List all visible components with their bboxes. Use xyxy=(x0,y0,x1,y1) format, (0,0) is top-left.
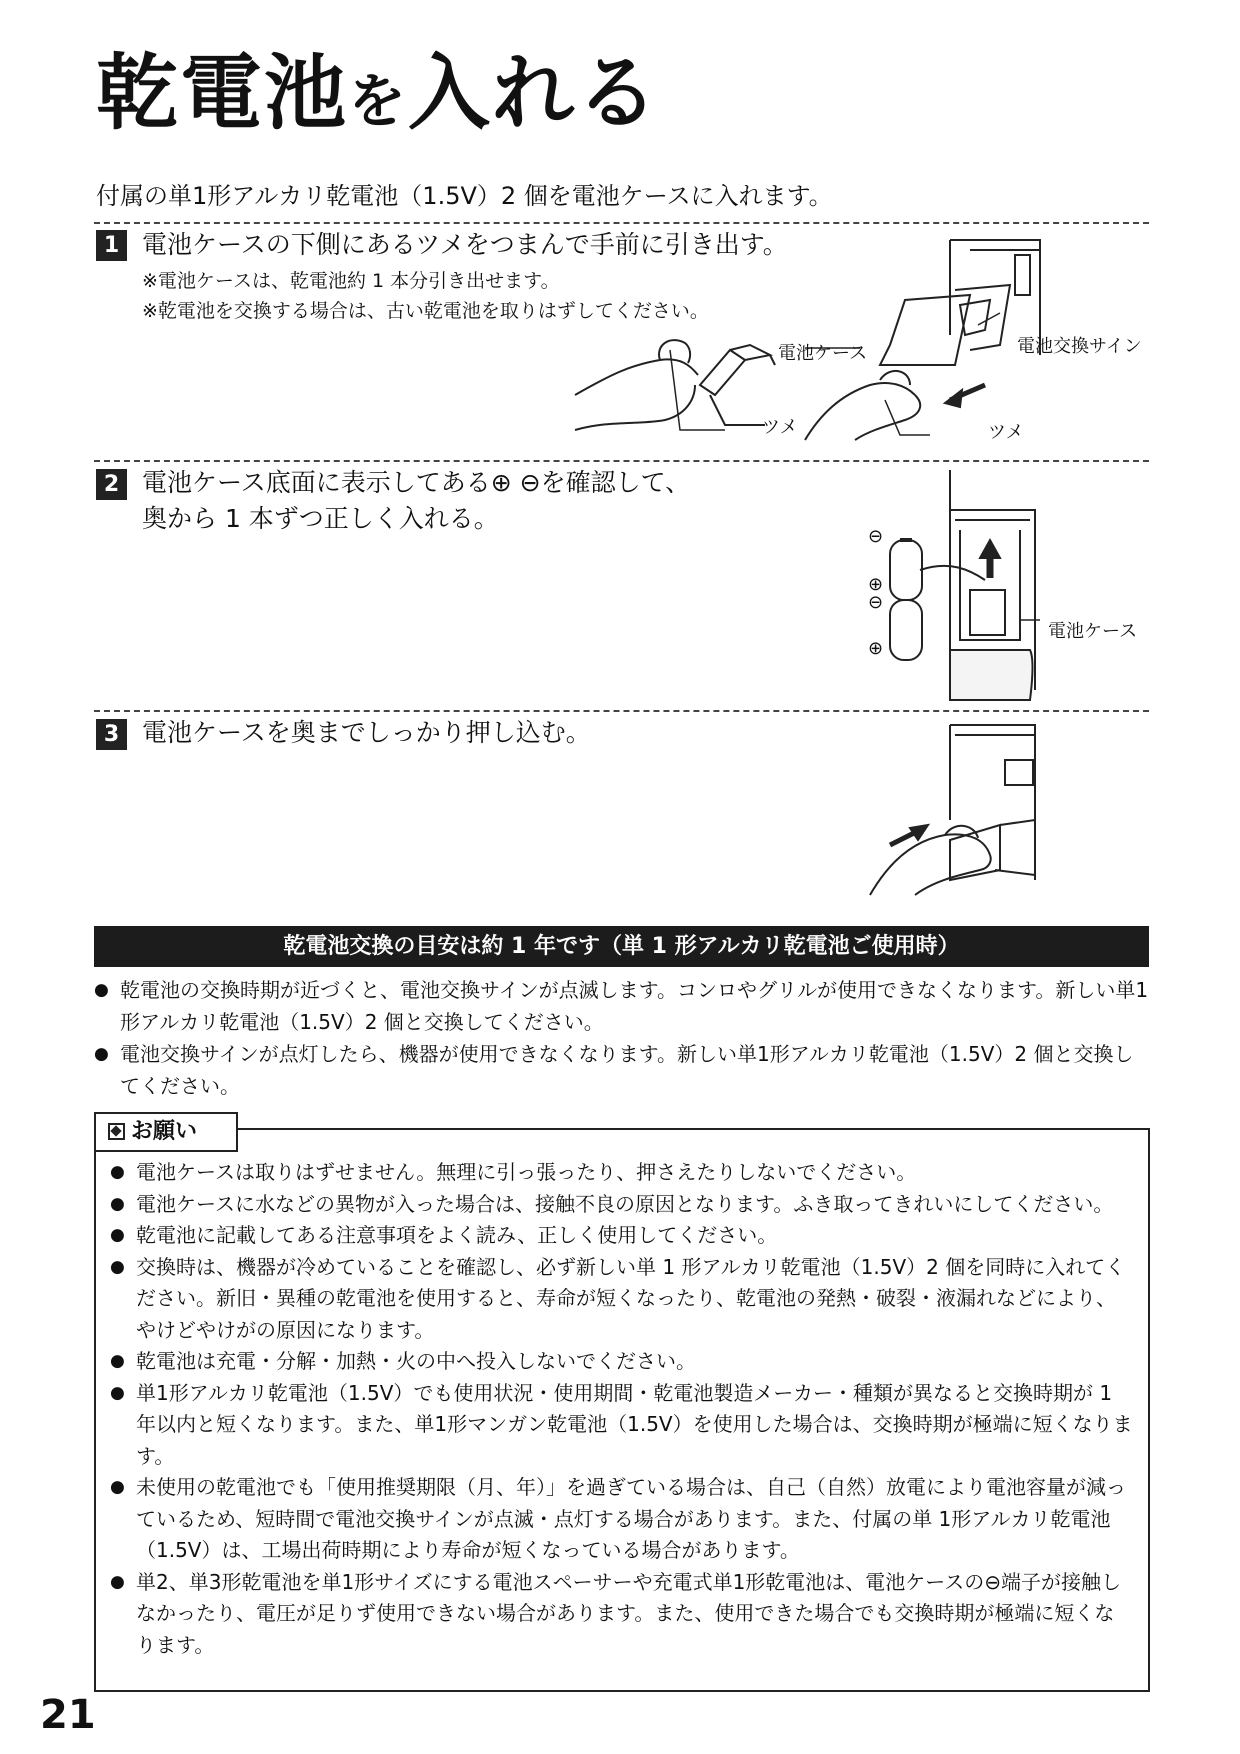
label-tab-1: ツメ xyxy=(762,417,798,438)
step-1-text: 電池ケースの下側にあるツメをつまんで手前に引き出す。 xyxy=(142,230,788,259)
intro-text: 付属の単1形アルカリ乾電池（1.5V）2 個を電池ケースに入れます。 xyxy=(96,182,833,210)
request-list xyxy=(110,1157,1134,1661)
step-3-number: 3 xyxy=(96,719,127,750)
divider xyxy=(94,222,1149,224)
label-plus-2: ⊕ xyxy=(868,638,884,659)
list-item: ● 単1形アルカリ乾電池（1.5V）でも使用状況・使用期間・乾電池製造メーカー・種類が異なると交換時期が 1 年以内と短くなります。また、単1形マンガン乾電池（1.5V）を使用した場合は、交換時期が極端に短くなります。 xyxy=(110,1378,1134,1473)
battery-life-banner: 乾電池交換の目安は約 1 年です（単 1 形アルカリ乾電池ご使用時） xyxy=(94,926,1149,967)
list-item: ● 乾電池の交換時期が近づくと、電池交換サインが点滅します。コンロやグリルが使用できなくなります。新しい単1形アルカリ乾電池（1.5V）2 個と交換してください。 xyxy=(94,974,1150,1038)
list-item: ● 未使用の乾電池でも「使用推奨期限（月、年）」を過ぎている場合は、自己（自然）放電により電池容量が減っているため、短時間で電池交換サインが点滅・点灯する場合があります。また、付属の単 1形アルカリ乾電池（1.5V）は、工場出荷時期により寿命が短くなっている場合があります。 xyxy=(110,1472,1134,1567)
request-heading: お願い xyxy=(94,1112,238,1152)
label-minus-1: ⊖ xyxy=(868,526,884,547)
list-item: ● 電池交換サインが点灯したら、機器が使用できなくなります。新しい単1形アルカリ乾電池（1.5V）2 個と交換してください。 xyxy=(94,1038,1150,1102)
list-item: ● 電池ケースに水などの異物が入った場合は、接触不良の原因となります。ふき取ってきれいにしてください。 xyxy=(110,1189,1134,1221)
step-1-note-2: ※乾電池を交換する場合は、古い乾電池を取りはずしてください。 xyxy=(142,300,709,322)
label-battery-case-1: 電池ケース xyxy=(778,343,868,364)
list-item: ● 電池ケースは取りはずせません。無理に引っ張ったり、押さえたりしないでください。 xyxy=(110,1157,1134,1189)
step-1-note-1: ※電池ケースは、乾電池約 1 本分引き出せます。 xyxy=(142,270,560,292)
page-number: 21 xyxy=(40,1692,96,1738)
diamond-square-icon xyxy=(108,1123,125,1140)
page-title: 乾電池を入れる xyxy=(96,45,661,141)
step-2-text-line2: 奥から 1 本ずつ正しく入れる。 xyxy=(142,504,499,533)
divider xyxy=(94,710,1149,712)
label-battery-case-2: 電池ケース xyxy=(1048,621,1138,642)
step-2-text-line1: 電池ケース底面に表示してある⊕ ⊖を確認して、 xyxy=(142,468,691,497)
label-minus-2: ⊖ xyxy=(868,592,884,613)
list-item: ● 単2、単3形乾電池を単1形サイズにする電池スペーサーや充電式単1形乾電池は、電池ケースの⊖端子が接触しなかったり、電圧が足りず使用できない場合があります。また、使用できた場合でも交換時期が極端に短くなります。 xyxy=(110,1567,1134,1662)
label-tab-2: ツメ xyxy=(988,422,1024,443)
step-2-number: 2 xyxy=(96,469,127,500)
list-item: ● 乾電池に記載してある注意事項をよく読み、正しく使用してください。 xyxy=(110,1220,1134,1252)
list-item: ● 交換時は、機器が冷めていることを確認し、必ず新しい単 1 形アルカリ乾電池（1.5V）2 個を同時に入れてください。新旧・異種の乾電池を使用すると、寿命が短くなったり、乾電池の発熱・破裂・液漏れなどにより、やけどやけがの原因になります。 xyxy=(110,1252,1134,1347)
label-plus-1: ⊕ xyxy=(868,574,884,595)
battery-notes xyxy=(94,974,1150,1102)
step-3-illustration xyxy=(860,720,1060,900)
step-1-number: 1 xyxy=(96,230,127,261)
label-battery-sign: 電池交換サイン xyxy=(1017,336,1142,357)
list-item: ● 乾電池は充電・分解・加熱・火の中へ投入しないでください。 xyxy=(110,1346,1134,1378)
divider xyxy=(94,460,1149,462)
step-3-text: 電池ケースを奥までしっかり押し込む。 xyxy=(142,718,591,747)
step-2-illustration xyxy=(860,470,1060,700)
